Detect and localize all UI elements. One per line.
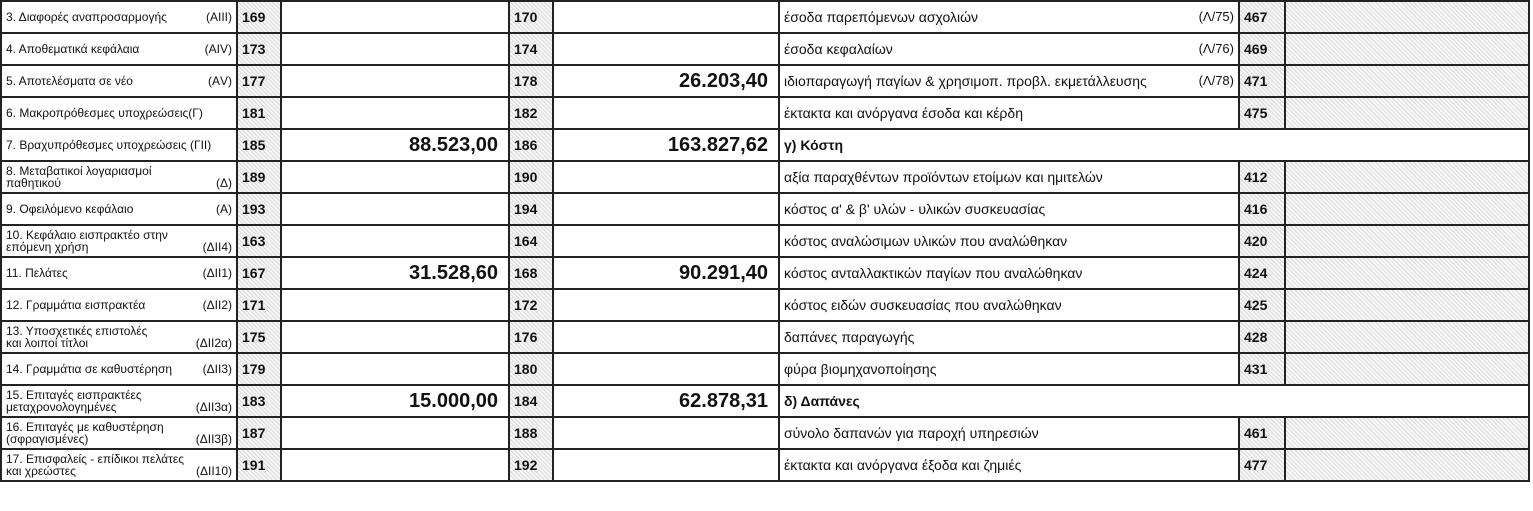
row-label-line2: [6, 433, 232, 445]
row-label-text: 9. Οφειλόμενο κεφάλαιο: [6, 202, 134, 216]
account-code: (ΔΙΙ3β): [195, 432, 232, 446]
account-code: (ΔΙΙ3): [202, 362, 232, 376]
field-number: 187: [237, 417, 281, 449]
field-number: 420: [1239, 225, 1285, 257]
account-code: (ΔΙΙ2α): [195, 336, 232, 350]
row-label: [1, 385, 237, 417]
row-label: [1, 129, 237, 161]
amount-field[interactable]: [281, 33, 509, 65]
amount-field[interactable]: [281, 193, 509, 225]
form-row: [1, 449, 1529, 481]
field-number: 178: [509, 65, 553, 97]
field-number: 475: [1239, 97, 1285, 129]
form-row: [1, 321, 1529, 353]
right-row-label-text: έκτακτα και ανόργανα έξοδα και ζημιές: [784, 457, 1022, 473]
field-number: 190: [509, 161, 553, 193]
amount-field[interactable]: [553, 321, 779, 353]
field-number: 177: [237, 65, 281, 97]
account-code: (Α): [216, 202, 232, 216]
account-code: (ΔΙΙ4): [202, 240, 232, 254]
amount-field[interactable]: 88.523,00: [281, 129, 509, 161]
form-row: [1, 65, 1529, 97]
account-code: (ΔΙΙ1): [202, 266, 232, 280]
row-label-text: 17. Επισφαλείς - επίδικοι πελάτες: [6, 452, 184, 466]
row-label-line2: [6, 241, 232, 253]
right-row-label-text: έσοδα κεφαλαίων: [784, 41, 893, 57]
field-number: 461: [1239, 417, 1285, 449]
row-label-line2: [6, 401, 232, 413]
field-number: 191: [237, 449, 281, 481]
row-label-text: 3. Διαφορές αναπροσαρμογής: [6, 10, 167, 24]
form-row: [1, 257, 1529, 289]
right-row-label: [779, 321, 1239, 353]
right-row-label: [779, 97, 1239, 129]
right-row-label: [779, 417, 1239, 449]
section-header: γ) Κόστη: [779, 129, 1529, 161]
field-number: 412: [1239, 161, 1285, 193]
amount-field[interactable]: [1285, 65, 1529, 97]
right-row-label-text: φύρα βιομηχανοποίησης: [784, 361, 937, 377]
amount-field[interactable]: [553, 193, 779, 225]
amount-field[interactable]: [553, 449, 779, 481]
form-row: [1, 161, 1529, 193]
amount-field[interactable]: [553, 97, 779, 129]
form-row: [1, 1, 1529, 33]
field-number: 167: [237, 257, 281, 289]
right-row-label: [779, 33, 1239, 65]
row-label-text: 5. Αποτελέσματα σε νέο: [6, 74, 133, 88]
field-number: 183: [237, 385, 281, 417]
field-number: 428: [1239, 321, 1285, 353]
row-label: [1, 321, 237, 353]
field-number: 416: [1239, 193, 1285, 225]
field-number: 467: [1239, 1, 1285, 33]
row-label: [1, 225, 237, 257]
right-row-label-text: κόστος α' & β' υλών - υλικών συσκευασίας: [784, 201, 1046, 217]
row-label-text-2: και λοιποί τίτλοι: [6, 336, 89, 350]
amount-field[interactable]: [1285, 257, 1529, 289]
form-row: [1, 97, 1529, 129]
right-row-label-text: έσοδα παρεπόμενων ασχολιών: [784, 9, 979, 25]
row-label-text-2: (σφραγισμένες): [6, 432, 89, 446]
amount-field[interactable]: 15.000,00: [281, 385, 509, 417]
row-label-line2: [6, 177, 232, 189]
account-code: (ΑV): [208, 74, 232, 88]
row-label-text: 4. Αποθεματικά κεφάλαια: [6, 42, 140, 56]
row-label-text: 10. Κεφάλαιο εισπρακτέο στην: [6, 228, 168, 242]
right-row-label: [779, 65, 1239, 97]
amount-field[interactable]: 90.291,40: [553, 257, 779, 289]
row-label-text-2: και χρεώστες: [6, 464, 76, 478]
field-number: 186: [509, 129, 553, 161]
row-label: [1, 65, 237, 97]
right-row-label-text: αξία παραχθέντων προϊόντων ετοίμων και ημιτελών: [784, 169, 1103, 185]
form-row: [1, 353, 1529, 385]
amount-field[interactable]: [553, 353, 779, 385]
row-label-text: 12. Γραμμάτια εισπρακτέα: [6, 298, 146, 312]
field-number: 174: [509, 33, 553, 65]
right-row-label-text: ιδιοπαραγωγή παγίων & χρησιμοπ. προβλ. εκμετάλλευσης: [784, 73, 1147, 89]
right-row-label-text: δαπάνες παραγωγής: [784, 329, 915, 345]
amount-field[interactable]: [553, 225, 779, 257]
account-code: (ΔΙΙ2): [202, 298, 232, 312]
field-number: 193: [237, 193, 281, 225]
field-number: 425: [1239, 289, 1285, 321]
field-number: 173: [237, 33, 281, 65]
right-row-label: [779, 1, 1239, 33]
amount-field[interactable]: [553, 33, 779, 65]
row-label: [1, 33, 237, 65]
form-row: [1, 417, 1529, 449]
field-number: 188: [509, 417, 553, 449]
amount-field[interactable]: [1285, 449, 1529, 481]
row-label-text: 8. Μεταβατικοί λογαριασμοί: [6, 164, 152, 178]
amount-field[interactable]: [281, 65, 509, 97]
amount-field[interactable]: [1285, 97, 1529, 129]
field-number: 471: [1239, 65, 1285, 97]
amount-field[interactable]: [553, 161, 779, 193]
amount-field[interactable]: [1285, 321, 1529, 353]
account-code: (ΔΙΙ10): [195, 464, 232, 478]
amount-field[interactable]: [1285, 289, 1529, 321]
account-code: (ΑΙΙΙ): [206, 10, 232, 24]
amount-field[interactable]: [553, 417, 779, 449]
amount-field[interactable]: [1285, 353, 1529, 385]
right-row-label-text: σύνολο δαπανών για παροχή υπηρεσιών: [784, 425, 1039, 441]
amount-field[interactable]: [1285, 193, 1529, 225]
form-row: [1, 225, 1529, 257]
field-number: 469: [1239, 33, 1285, 65]
row-label-text: 13. Υποσχετικές επιστολές: [6, 324, 148, 338]
form-row: [1, 33, 1529, 65]
field-number: 163: [237, 225, 281, 257]
row-label: [1, 1, 237, 33]
row-label: [1, 193, 237, 225]
field-number: 182: [509, 97, 553, 129]
section-header: δ) Δαπάνες: [779, 385, 1529, 417]
right-account-code: (Λ/75): [1198, 9, 1234, 24]
form-row: [1, 193, 1529, 225]
field-number: 184: [509, 385, 553, 417]
field-number: 192: [509, 449, 553, 481]
row-label-line2: [6, 465, 232, 477]
row-label-text: 6. Μακροπρόθεσμες υποχρεώσεις(Γ): [6, 106, 203, 120]
amount-field[interactable]: [1285, 1, 1529, 33]
account-code: (ΔΙΙ3α): [195, 400, 232, 414]
amount-field[interactable]: [281, 289, 509, 321]
field-number: 181: [237, 97, 281, 129]
amount-field[interactable]: [281, 1, 509, 33]
amount-field[interactable]: [281, 449, 509, 481]
field-number: 179: [237, 353, 281, 385]
right-row-label: [779, 289, 1239, 321]
row-label-text: 7. Βραχυπρόθεσμες υποχρεώσεις (ΓΙΙ): [6, 138, 212, 152]
right-row-label-text: κόστος αναλώσιμων υλικών που αναλώθηκαν: [784, 233, 1068, 249]
amount-field[interactable]: 163.827,62: [553, 129, 779, 161]
row-label-text: 11. Πελάτες: [6, 266, 68, 280]
amount-field[interactable]: [281, 225, 509, 257]
form-row: [1, 129, 1529, 161]
row-label-text: 15. Επιταγές εισπρακτέες: [6, 388, 142, 402]
field-number: 189: [237, 161, 281, 193]
amount-field[interactable]: 31.528,60: [281, 257, 509, 289]
right-row-label: [779, 449, 1239, 481]
row-label-text-2: μεταχρονολογημένες: [6, 400, 117, 414]
field-number: 175: [237, 321, 281, 353]
right-row-label: [779, 353, 1239, 385]
row-label: [1, 449, 237, 481]
row-label-text-2: παθητικού: [6, 176, 61, 190]
row-label-line2: [6, 337, 232, 349]
row-label: [1, 257, 237, 289]
right-row-label: [779, 225, 1239, 257]
amount-field[interactable]: [281, 417, 509, 449]
form-row: [1, 385, 1529, 417]
field-number: 172: [509, 289, 553, 321]
field-number: 164: [509, 225, 553, 257]
right-account-code: (Λ/78): [1198, 73, 1234, 88]
field-number: 185: [237, 129, 281, 161]
right-row-label: [779, 257, 1239, 289]
right-row-label-text: κόστος ειδών συσκευασίας που αναλώθηκαν: [784, 297, 1062, 313]
field-number: 180: [509, 353, 553, 385]
amount-field[interactable]: [1285, 161, 1529, 193]
amount-field[interactable]: [1285, 33, 1529, 65]
field-number: 170: [509, 1, 553, 33]
amount-field[interactable]: [281, 321, 509, 353]
right-row-label: [779, 161, 1239, 193]
field-number: 168: [509, 257, 553, 289]
amount-field[interactable]: [1285, 417, 1529, 449]
account-code: (Δ): [215, 176, 232, 190]
field-number: 431: [1239, 353, 1285, 385]
row-label: [1, 97, 237, 129]
row-label: [1, 289, 237, 321]
right-row-label: [779, 193, 1239, 225]
field-number: 477: [1239, 449, 1285, 481]
row-label-text-2: επόμενη χρήση: [6, 240, 89, 254]
account-code: (ΑΙV): [204, 42, 232, 56]
amount-field[interactable]: [1285, 225, 1529, 257]
field-number: 194: [509, 193, 553, 225]
amount-field[interactable]: 62.878,31: [553, 385, 779, 417]
amount-field[interactable]: [553, 1, 779, 33]
row-label-text: 14. Γραμμάτια σε καθυστέρηση: [6, 362, 173, 376]
form-row: [1, 289, 1529, 321]
row-label: [1, 161, 237, 193]
right-account-code: (Λ/76): [1198, 41, 1234, 56]
field-number: 176: [509, 321, 553, 353]
amount-field[interactable]: [281, 97, 509, 129]
amount-field[interactable]: [553, 289, 779, 321]
field-number: 171: [237, 289, 281, 321]
row-label: [1, 417, 237, 449]
field-number: 424: [1239, 257, 1285, 289]
amount-field[interactable]: [281, 353, 509, 385]
amount-field[interactable]: 26.203,40: [553, 65, 779, 97]
row-label-text: 16. Επιταγές με καθυστέρηση: [6, 420, 164, 434]
amount-field[interactable]: [281, 161, 509, 193]
row-label: [1, 353, 237, 385]
field-number: 169: [237, 1, 281, 33]
right-row-label-text: κόστος ανταλλακτικών παγίων που αναλώθηκαν: [784, 265, 1083, 281]
right-row-label-text: έκτακτα και ανόργανα έσοδα και κέρδη: [784, 105, 1023, 121]
